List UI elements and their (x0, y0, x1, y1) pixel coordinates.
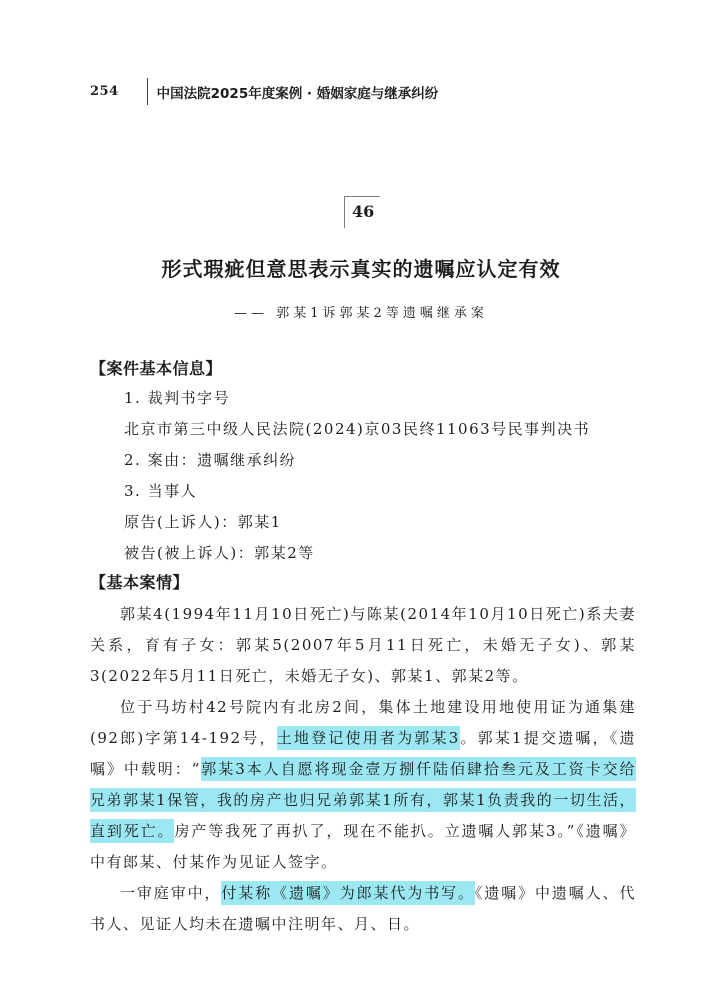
page-number: 254 (90, 84, 119, 99)
paragraph-family-relations (90, 599, 636, 692)
highlighted-text: 土地登记使用者为郭某3 (277, 726, 460, 750)
case-number-badge (344, 196, 380, 228)
body-text-run: 一审庭审中， (120, 884, 222, 902)
case-subtitle: —— 郭某1诉郭某2等遗嘱继承案 (234, 306, 488, 321)
paragraph-first-trial (90, 878, 636, 940)
info-line-doc-number-value: 北京市第三中级人民法院(2024)京03民终11063号民事判决书 (124, 420, 591, 438)
facts-body (90, 599, 636, 940)
highlighted-text: 郭某3本人自愿将现金壹万捌仟陆佰肆拾叁元及工资卡交给兄弟郭某1保管，我的房产也归兄弟郭某1所有，郭某1负责我的一切生活，直到死亡。 (90, 757, 636, 843)
body-text-run: 《遗嘱》中遗嘱人、代书人、见证人均未在遗嘱中注明年、月、日。 (90, 884, 636, 933)
info-line-defendant: 被告(被上诉人)：郭某2等 (124, 544, 315, 562)
info-line-plaintiff: 原告(上诉人)：郭某1 (124, 513, 282, 531)
case-title: 形式瑕疵但意思表示真实的遗嘱应认定有效 (161, 257, 561, 281)
highlighted-text: 付某称《遗嘱》为郎某代为书写。 (221, 881, 474, 905)
running-header (90, 78, 438, 105)
body-text-run: 。郭某1提交遗嘱，《遗嘱》中载明：“ (90, 729, 637, 778)
paragraph-property-and-will (90, 692, 636, 878)
body-text-run: 位于马坊村42号院内有北房2间，集体土地建设用地使用证为通集建(92郎)字第14-192号， (90, 698, 636, 747)
section-heading-basic-facts: 【基本案情】 (90, 573, 190, 592)
info-line-doc-number-label: 1. 裁判书字号 (124, 389, 231, 407)
case-number: 46 (352, 202, 375, 221)
info-line-parties-label: 3. 当事人 (124, 482, 198, 500)
info-line-cause: 2. 案由：遗嘱继承纠纷 (124, 451, 297, 469)
book-title: 中国法院2025年度案例 · 婚姻家庭与继承纠纷 (156, 85, 439, 102)
section-heading-case-info: 【案件基本信息】 (90, 359, 223, 378)
case-info-list (124, 383, 636, 569)
body-text-run: 郭某4(1994年11月10日死亡)与陈某(2014年10月10日死亡)系夫妻关系，育有子女：郭某5(2007年5月11日死亡，未婚无子女)、郭某3(2022年5月11日死亡，未婚无子女)、郭某1、郭某2等。 (90, 605, 636, 685)
body-text-run: 房产等我死了再扒了，现在不能扒。立遗嘱人郭某3。”《遗嘱》中有郎某、付某作为见证人签字。 (90, 822, 636, 871)
header-divider (147, 78, 148, 105)
